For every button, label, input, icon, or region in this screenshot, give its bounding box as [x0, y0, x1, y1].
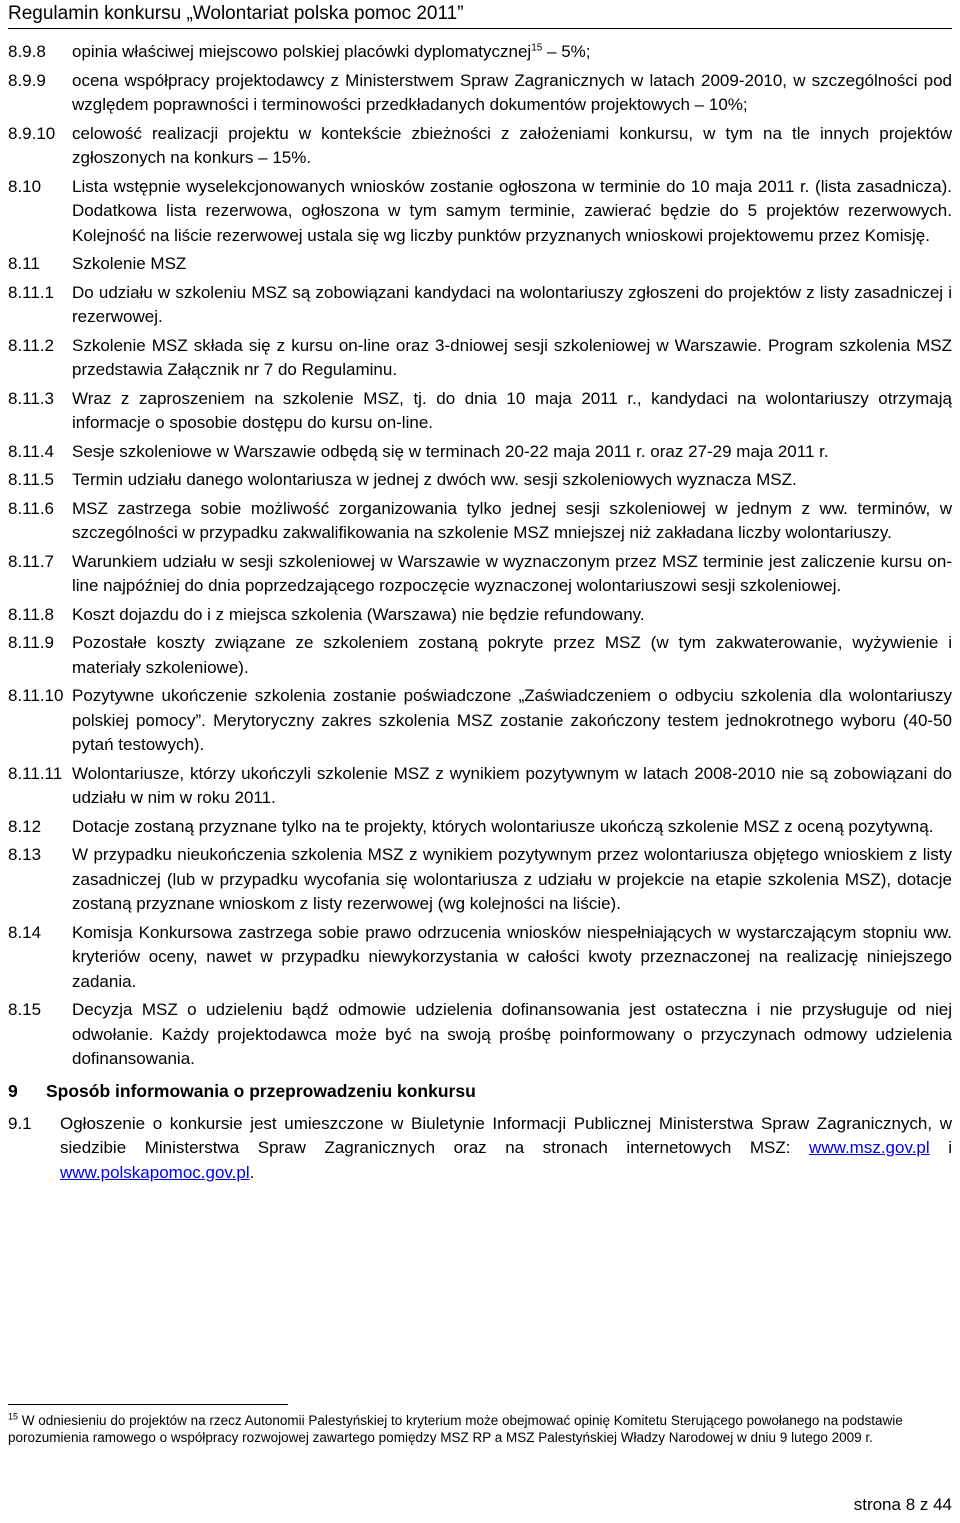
item-number: 8.11.9: [8, 633, 55, 652]
item-number: 8.11.3: [8, 388, 55, 408]
item-8-10: [8, 175, 952, 249]
item-number: 8.11.11: [8, 763, 63, 783]
item-number: 8.11.1: [8, 282, 55, 302]
item-text: Szkolenie MSZ składa się z kursu on-line oraz 3-dniowej sesji szkoleniowej w Warszawie. Program szkolenia MSZ przedstawia Załącznik nr 7 do Regulaminu.: [72, 335, 952, 379]
msz-link[interactable]: www.msz.gov.pl: [809, 1138, 930, 1157]
item-8-11-10: [8, 684, 952, 758]
item-number: 8.15: [8, 1000, 42, 1019]
item-text-end: .: [249, 1162, 255, 1182]
item-number: 8.11.8: [8, 604, 55, 624]
item-text: Pozostałe koszty związane ze szkoleniem zostaną pokryte przez MSZ (w tym zakwaterowanie, wyżywienie i materiały szkoleniowe).: [72, 633, 952, 677]
item-8-9-8: [8, 40, 952, 65]
item-8-9-9: [8, 69, 952, 118]
item-text: Warunkiem udziału w sesji szkoleniowej w Warszawie w wyznaczonym przez MSZ terminie jest zaliczenie kursu on-line najpóźniej do dnia poprzedzającego rozpoczęcie wyznaczonej wolontariuszowi sesji szkoleniowej.: [72, 551, 952, 595]
item-8-11-11: [8, 762, 952, 811]
item-text-tail: – 5%;: [542, 42, 591, 61]
footnote: [8, 1412, 952, 1446]
item-8-11-9: [8, 631, 952, 680]
item-8-9-10: [8, 122, 952, 171]
document-header: [8, 0, 952, 29]
section-heading-9: [8, 1078, 952, 1104]
item-8-14: [8, 921, 952, 995]
item-number: 8.10: [8, 176, 42, 196]
item-number: 8.11.6: [8, 498, 55, 518]
item-text: Dotacje zostaną przyznane tylko na te projekty, których wolontariusze ukończą szkolenie MSZ z oceną pozytywną.: [72, 816, 934, 836]
item-number: 8.9.9: [8, 70, 46, 90]
item-8-15: [8, 998, 952, 1072]
item-8-11-7: [8, 550, 952, 599]
item-number: 8.12: [8, 816, 42, 836]
polskapomoc-link[interactable]: www.polskapomoc.gov.pl: [60, 1162, 250, 1182]
footnote-separator: [8, 1404, 288, 1405]
item-text: W przypadku nieukończenia szkolenia MSZ z wynikiem pozytywnym przez wolontariusza objętego wnioskiem z listy zasadniczej (lub w przypadku wycofania się wolontariusza z udziału w projekcie na etapie szkolenia MSZ), dotacje zostaną przyznane wnioskom z listy rezerwowej (wg kolejności na liście).: [72, 845, 952, 913]
item-text: ocena współpracy projektodawcy z Ministerstwem Spraw Zagranicznych w latach 2009-2010, w szczególności pod względem poprawności i terminowości przedkładanych dokumentów projektowych – 10%;: [72, 70, 952, 114]
item-number: 8.14: [8, 922, 42, 942]
item-text: Pozytywne ukończenie szkolenia zostanie poświadczone „Zaświadczeniem o odbyciu szkolenia dla wolontariuszy polskiej pomocy”. Merytoryczny zakres szkolenia MSZ zostanie zakończony testem jednokrotnego wyboru (40-50 pytań testowych).: [72, 686, 952, 754]
item-number: 8.11.2: [8, 335, 55, 355]
page-number: strona 8 z 44: [853, 1495, 952, 1514]
item-text: Sesje szkoleniowe w Warszawie odbędą się w terminach 20-22 maja 2011 r. oraz 27-29 maja 2011 r.: [72, 441, 829, 461]
item-8-11-6: [8, 497, 952, 546]
item-8-11-4: [8, 440, 952, 465]
item-8-11-8: [8, 603, 952, 628]
footnote-ref[interactable]: 15: [531, 42, 543, 54]
item-text: Decyzja MSZ o udzieleniu bądź odmowie udzielenia dofinansowania jest ostateczna i nie przysługuje od niej odwołanie. Każdy projektodawca może być na swoją prośbę poinformowany o przyczynach odmowy udzielenia dofinansowania.: [72, 1000, 952, 1068]
item-text: Wraz z zaproszeniem na szkolenie MSZ, tj. do dnia 10 maja 2011 r., kandydaci na wolontariuszy otrzymają informacje o sposobie dostępu do kursu on-line.: [72, 388, 952, 432]
item-9-1: [8, 1112, 952, 1186]
item-text: Wolontariusze, którzy ukończyli szkolenie MSZ z wynikiem pozytywnym w latach 2008-2010 nie są zobowiązani do udziału w nim w roku 2011.: [72, 763, 952, 807]
document-body: [8, 40, 952, 1189]
item-text: Ogłoszenie o konkursie jest umieszczone w Biuletynie Informacji Publicznej Ministerstwa Spraw Zagranicznych, w siedzibie Ministerstwa Spraw Zagranicznych oraz na stronach internetowych MSZ:: [60, 1113, 952, 1157]
item-number: 9.1: [8, 1113, 32, 1133]
item-text: Koszt dojazdu do i z miejsca szkolenia (Warszawa) nie będzie refundowany.: [72, 604, 645, 624]
item-8-11: [8, 252, 952, 277]
item-text: MSZ zastrzega sobie możliwość zorganizowania tylko jednej sesji szkoleniowej w jednym z ww. terminów, w szczególności w przypadku zakwalifikowania na szkolenie MSZ mniejszej niż zakładana liczby wolontariuszy.: [72, 498, 952, 542]
item-text: Termin udziału danego wolontariusza w jednej z dwóch ww. sesji szkoleniowych wyznacza MSZ.: [72, 470, 797, 489]
item-number: 8.9.10: [8, 123, 56, 143]
item-number: 8.11.7: [8, 551, 55, 571]
footnote-text: W odniesieniu do projektów na rzecz Autonomii Palestyńskiej to kryterium może obejmować opinię Komitetu Sterującego powołanego na podstawie porozumienia ramowego o współpracy rozwojowej zawartego pomiędzy MSZ RP a MSZ Palestyńskiej Władzy Narodowej w dniu 9 lutego 2009 r.: [8, 1413, 903, 1445]
document-title: Regulamin konkursu „Wolontariat polska pomoc 2011”: [8, 3, 464, 24]
item-number: 8.11: [8, 254, 40, 273]
item-8-11-5: [8, 468, 952, 493]
item-text: Lista wstępnie wyselekcjonowanych wniosków zostanie ogłoszona w terminie do 10 maja 2011 r. (lista zasadnicza). Dodatkowa lista rezerwowa, ogłoszona w tym samym terminie, zawierać będzie do 5 projektów rezerwowych. Kolejność na liście rezerwowej ustala się wg liczby punktów przyznanych wnioskowi projektowemu przez Komisję.: [72, 176, 952, 245]
item-8-11-3: [8, 387, 952, 436]
footnote-number: 15: [8, 1411, 19, 1422]
item-8-11-1: [8, 281, 952, 330]
item-8-12: [8, 815, 952, 840]
item-number: 8.13: [8, 845, 42, 864]
item-number: 8.9.8: [8, 42, 46, 61]
item-text: Szkolenie MSZ: [72, 254, 187, 273]
item-text: Do udziału w szkoleniu MSZ są zobowiązani kandydaci na wolontariuszy zgłoszeni do projektów z listy zasadniczej i rezerwowej.: [72, 282, 952, 326]
item-number: 8.11.5: [8, 470, 55, 489]
section-title: Sposób informowania o przeprowadzeniu konkursu: [46, 1080, 476, 1101]
item-text: Komisja Konkursowa zastrzega sobie prawo odrzucenia wniosków niespełniających w wystarczającym stopniu ww. kryteriów oceny, nawet w przypadku niewykorzystania w całości kwoty przeznaczonej na realizację niniejszego zadania.: [72, 922, 952, 991]
item-8-13: [8, 843, 952, 917]
link-separator: i: [929, 1138, 952, 1157]
item-number: 8.11.10: [8, 686, 64, 705]
item-number: 8.11.4: [8, 441, 55, 461]
item-text: celowość realizacji projektu w kontekście zbieżności z założeniami konkursu, w tym na tle innych projektów zgłoszonych na konkurs – 15%.: [72, 123, 952, 167]
section-number: 9: [8, 1080, 18, 1101]
item-text: opinia właściwej miejscowo polskiej placówki dyplomatycznej: [72, 42, 532, 61]
item-8-11-2: [8, 334, 952, 383]
